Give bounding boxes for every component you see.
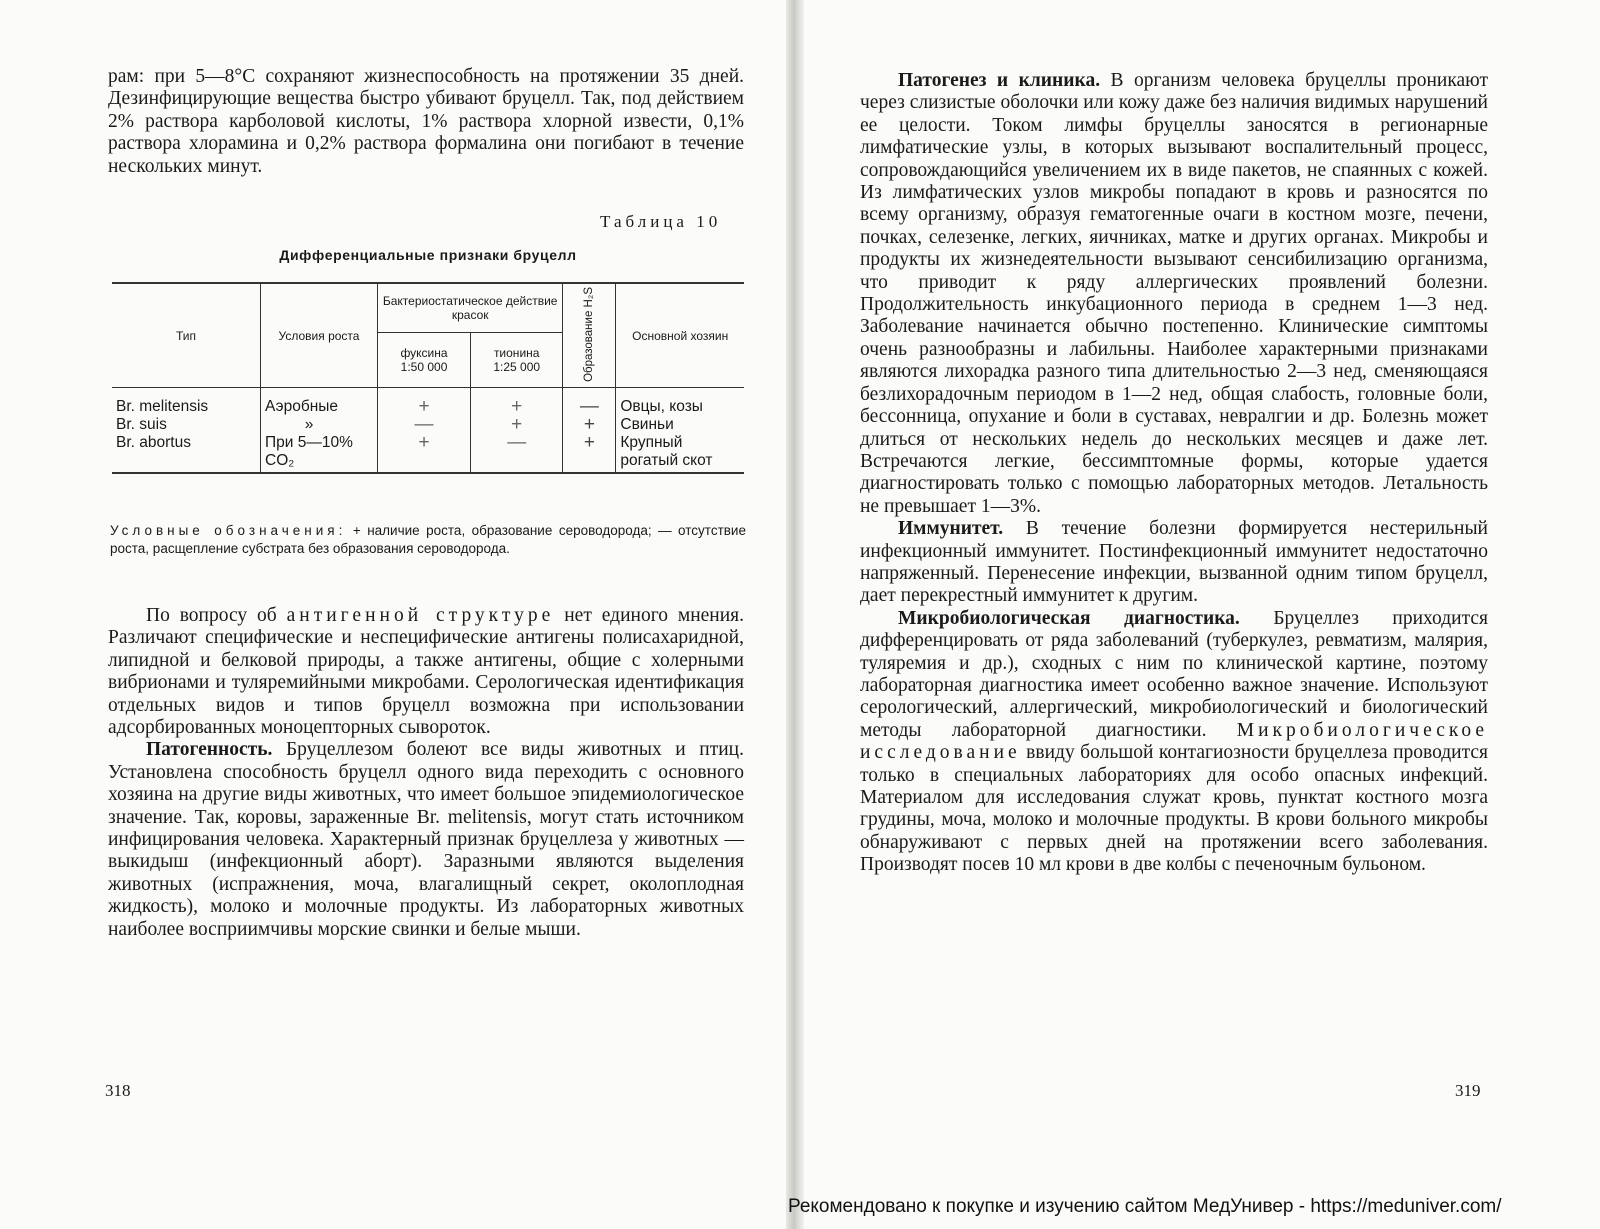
type-cell: [112, 388, 261, 474]
diagnostics-paragraph: [860, 608, 1488, 877]
pathogenicity-text: Бруцеллезом болеют все виды животных и птиц. Установлена способность бруцелл одного вида переходить с основного хозяина на другие виды животных, что имеет большое эпидемиологическое значение. Так, коровы, зараженные Br. melitensis, могут стать источником инфицирования человека. Характерный признак бруцеллеза у животных — выкидыш (инфекционный аборт). Заразными являются выделения животных (испражнения, моча, влагалищный секрет, околоплодная жидкость), молоко и молочные продукты. Из лабораторных животных наиболее восприимчивы морские свинки и белые мыши.: [108, 739, 744, 940]
growth-melitensis: Аэробные: [265, 398, 339, 415]
pathogenicity-paragraph: [108, 739, 744, 941]
pathogenesis-paragraph: [860, 70, 1488, 518]
pathogenesis-text: В организм человека бруцеллы проникают через слизистые оболочки или кожу даже без наличия видимых нарушений ее целости. Током лимфы бруцеллы заносятся в регионарные лимфатические узлы, в которых вызывают воспалительный процесс, сопровождающийся увеличением их в виде пакетов, не спаянных с кожей. Из лимфатических узлов микробы попадают в кровь и разносятся по всему организму, образуя гематогенные очаги в костном мозге, печени, почках, селезенке, легких, яичниках, матке и других органах. Микробы и продукты их жизнедеятельности вызывают сенсибилизацию организма, что приводит к ряду аллергических проявлений болезни. Продолжительность инкубационного периода в среднем 1—3 нед. Заболевание начинается обычно постепенно. Клинические симптомы очень разнообразны и лабильны. Наиболее характерными признаками являются лихорадка разного типа длительностью 2—3 нед, сменяющаяся безлихорадочным периодом в 1—2 нед, общая слабость, головные боли, бессонница, опухание и боли в суставах, невралгии и др. Болезнь может длиться от нескольких недель до нескольких месяцев и даже лет. Встречаются легкие, бессимптомные формы, которые удается диагностировать только с помощью лабораторных методов. Летальность не превышает 1—3%.: [860, 70, 1488, 517]
host-melitensis: Овцы, козы: [620, 398, 703, 415]
thionin-abortus: —: [507, 432, 527, 453]
diagnostics-text: Бруцеллез приходится дифференцировать от ряда заболеваний (туберкулез, ревматизм, малярия, туляремия и др.), сходных с ним по клинической картине, поэтому лабораторная диагностика имеет особенно важное значение. Используют серологический, аллергический, микробиологический и биологический методы лабораторной диагностики.: [860, 607, 1488, 741]
fuchsin-suis: —: [414, 414, 434, 435]
immunity-heading: Иммунитет.: [898, 518, 1004, 540]
h2s-suis: +: [583, 414, 595, 435]
growth-abortus: При 5—10% CO₂: [265, 434, 353, 469]
table-caption: Таблица 10: [600, 212, 722, 231]
header-thionin: [471, 333, 563, 388]
pathogenicity-heading: Патогенность.: [146, 739, 273, 761]
header-fuchsin-label: фуксина: [400, 346, 448, 360]
host-cell: [616, 388, 744, 474]
diagnostics-heading: Микробиологическая диагностика.: [898, 607, 1240, 629]
header-fuchsin: [378, 333, 471, 388]
header-dye-group: Бактериостатическое действие красок: [378, 283, 563, 333]
header-h2s: [563, 283, 616, 388]
intro-text: рам: при 5—8°С сохраняют жизнеспособность на протяжении 35 дней. Дезинфицирующие вещества быстро убивают бруцелл. Так, под действием 2% раствора карболовой кислоты, 1% раствора хлорной извести, 0,1% раствора хлорамина и 0,2% раствора формалина они погибают в течение нескольких минут.: [108, 66, 744, 177]
page-number-left: 318: [105, 1081, 131, 1100]
intro-paragraph: [108, 66, 744, 178]
table-row: [112, 388, 744, 474]
book-spine: [786, 0, 804, 1229]
h2s-cell: [563, 388, 616, 474]
h2s-abortus: +: [583, 432, 595, 453]
header-type: Тип: [112, 283, 261, 388]
immunity-text: В течение болезни формируется нестерильный инфекционный иммунитет. Постинфекционный иммунитет недостаточно напряженный. Перенесение инфекции, вызванной одним типом бруцелл, дает перекрестный иммунитет к другим.: [860, 518, 1488, 607]
thionin-melitensis: +: [511, 396, 523, 417]
fuchsin-abortus: +: [418, 432, 430, 453]
header-thionin-label: тионина: [493, 346, 540, 360]
immunity-paragraph: [860, 518, 1488, 608]
pathogenesis-heading: Патогенез и клиника.: [898, 70, 1101, 91]
brucella-table: [112, 282, 744, 474]
antigen-text: нет единого мнения. Различают специфические и неспецифические антигены полисахаридной, липидной и белковой природы, а также антигены, общие с холерными вибрионами и туляремийными микробами. Серологическая идентификация отдельных видов и типов бруцелл возможна при использовании адсорбированных моноцепторных сывороток.: [108, 605, 745, 739]
fuchsin-melitensis: +: [418, 396, 430, 417]
legend-text: + наличие роста, образование сероводорода; — отсутствие роста, расщепление субстрата без образования сероводорода.: [110, 523, 746, 556]
thionin-suis: +: [511, 414, 523, 435]
antigen-paragraph: [108, 605, 744, 739]
header-thionin-ratio: 1:25 000: [493, 360, 541, 374]
h2s-melitensis: —: [579, 396, 599, 417]
legend-label: Условные обозначения:: [110, 523, 347, 538]
type-abortus: Br. abortus: [116, 434, 191, 451]
fuchsin-cell: [378, 388, 471, 474]
page-number-right: 319: [1455, 1081, 1481, 1100]
antigen-spaced: антигенной структуре: [286, 605, 555, 626]
header-fuchsin-ratio: 1:50 000: [400, 360, 448, 374]
header-growth: Условия роста: [261, 283, 378, 388]
table-legend: [110, 522, 746, 558]
header-h2s-label: Образование H₂S: [583, 286, 596, 382]
thionin-cell: [471, 388, 563, 474]
micro-text: ввиду большой контагиозности бруцеллеза проводится только в специальных лабораториях для особо опасных инфекций. Материалом для исследования служат кровь, пунктат костного мозга грудины, моча, молоко и молочные продукты. В крови больного микробы обнаруживают с первых дней на протяжении всего заболевания. Производят посев 10 мл крови в две колбы с печеночным бульоном.: [860, 742, 1489, 876]
host-suis: Свиньи: [620, 416, 674, 433]
left-body-text: [108, 605, 744, 941]
right-body-text: [860, 70, 1488, 877]
footer-note: Рекомендовано к покупке и изучению сайтом МедУнивер - https://meduniver.com/: [788, 1196, 1502, 1217]
growth-suis: »: [304, 416, 314, 433]
table-title: Дифференциальные признаки бруцелл: [279, 247, 577, 263]
growth-cell: [261, 388, 378, 474]
header-host: Основной хозяин: [616, 283, 744, 388]
host-abortus: Крупный рогатый скот: [620, 434, 713, 469]
antigen-lead: По вопросу об: [146, 605, 277, 626]
type-suis: Br. suis: [116, 416, 167, 433]
micro-spaced: Микробиологическое исследование: [860, 719, 1488, 764]
type-melitensis: Br. melitensis: [116, 398, 209, 415]
